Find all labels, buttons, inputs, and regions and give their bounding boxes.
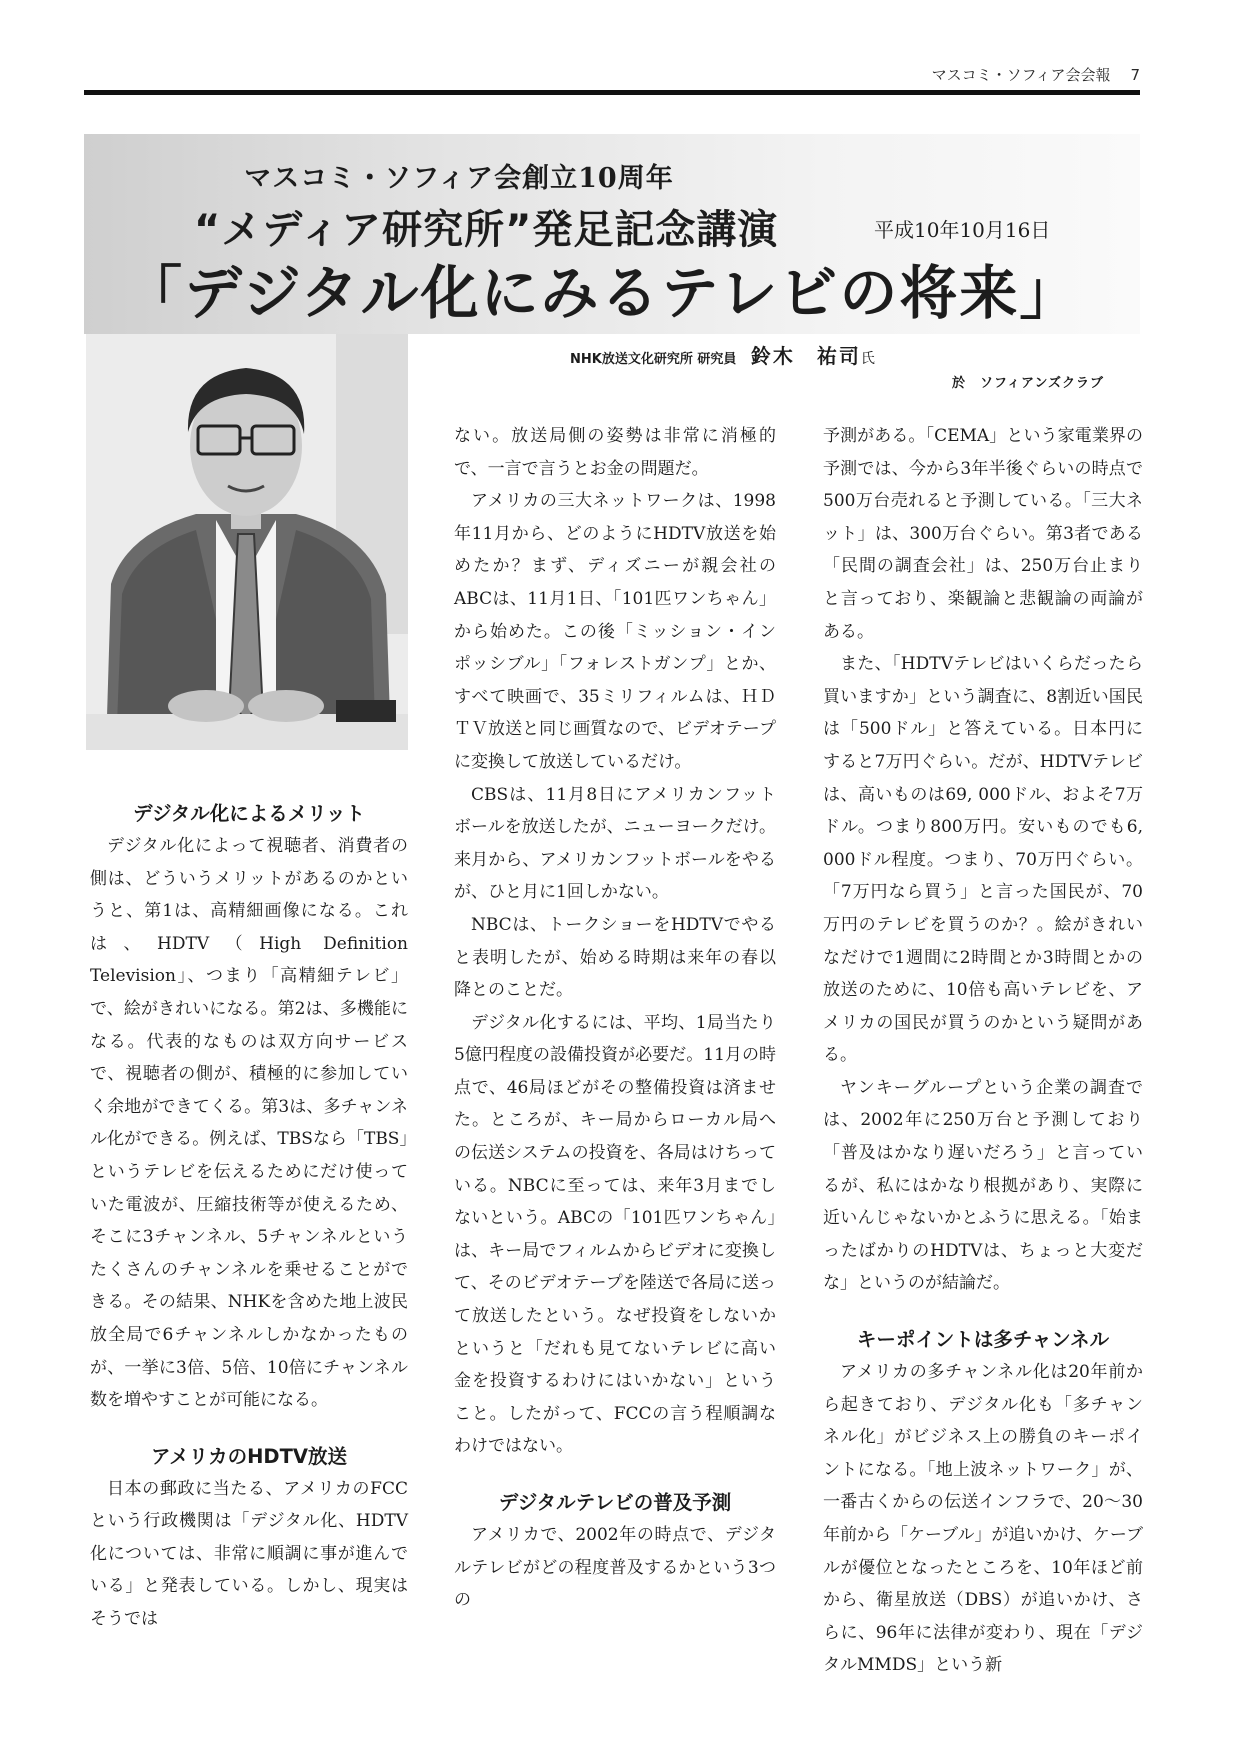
title-kicker: マスコミ・ソフィア会創立10周年	[244, 163, 674, 194]
section-heading: キーポイントは多チャンネル	[856, 1328, 1110, 1352]
main-title: 「デジタル化にみるテレビの将来」	[124, 259, 1080, 327]
lecture-date: 平成10年10月16日	[874, 218, 1051, 242]
paragraph: また、「HDTVテレビはいくらだったら買いますか」という調査に、8割近い国民は「500ドル」と答えている。日本円にすると7万円ぐらい。だが、HDTVテレビは、高いものは69, 000ドル、およそ7万ドル。つまり800万円。安いものでも6, 000ドル程度。つまり、70万円ぐらい。「7万円なら買う」と言った国民が、70万円のテレビを買うのか？。絵がきれいなだけで1週間に2時間とか3時間とかの放送のために、10倍も高いテレビを、アメリカの国民が買うのかという疑問がある。	[823, 654, 1143, 1066]
paragraph: 日本の郵政に当たる、アメリカのFCCという行政機関は「デジタル化、HDTV化については、非常に順調に事が進んでいる」と発表している。しかし、現実はそうでは	[90, 1478, 408, 1630]
speaker-photo	[86, 334, 408, 750]
speaker-name: 鈴木 祐司	[750, 344, 861, 368]
section-heading: デジタルテレビの普及予測	[498, 1491, 732, 1514]
paragraph: CBSは、11月8日にアメリカンフットボールを放送したが、ニューヨークだけ。来月から、アメリカンフットボールをやるが、ひと月に1回しかない。	[454, 784, 776, 903]
paragraph: アメリカの多チャンネル化は20年前から起きており、デジタル化も「多チャンネル化」がビジネス上の勝負のキーポイントになる。「地上波ネットワーク」が、一番古くからの伝送インフラで、20～30年前から「ケーブル」が追いかけ、ケーブルが優位となったところを、10年ほど前から、衛星放送（DBS）が追いかけ、さらに、96年に法律が変わり、現在「デジタルMMDS」という新	[823, 1362, 1143, 1676]
publication-name: マスコミ・ソフィア会会報	[931, 66, 1111, 84]
paragraph: アメリカで、2002年の時点で、デジタルテレビがどの程度普及するかという3つの	[454, 1525, 776, 1611]
byline	[570, 340, 1090, 369]
article-column-2	[454, 420, 776, 1617]
article-column-3	[823, 420, 1143, 1682]
section-heading: デジタル化によるメリット	[132, 802, 366, 825]
paragraph: ない。放送局側の姿勢は非常に消極的で、一言で言うとお金の問題だ。	[454, 426, 776, 479]
paragraph: ヤンキーグループという企業の調査では、2002年に250万台と予測しており「普及はかなり遅いだろう」と言っているが、私にはかなり根拠があり、実際に近いんじゃないかとふうに思える。「始まったばかりのHDTVは、ちょっと大変だな」というのが結論だ。	[823, 1077, 1143, 1294]
article-column-1	[90, 798, 408, 1636]
section-heading: アメリカのHDTV放送	[150, 1444, 348, 1468]
paragraph: 予測がある。「CEMA」という家電業界の予測では、今から3年半後ぐらいの時点で500万台売れると予測している。「三大ネット」は、300万台ぐらい。第3者である「民間の調査会社」は、250万台止まりと言っており、楽観論と悲観論の両論がある。	[823, 426, 1143, 642]
paragraph: アメリカの三大ネットワークは、1998年11月から、どのようにHDTV放送を始めたか？まず、ディズニーが親会社のABCは、11月1日、「101匹ワンちゃん」から始めた。この後「ミッション・インポッシブル」「フォレストガンプ」とか、すべて映画で、35ミリフィルムは、ＨＤＴＶ放送と同じ画質なので、ビデオテープに変換して放送しているだけ。	[454, 491, 776, 772]
header-rule	[84, 90, 1140, 95]
title-band	[84, 134, 1140, 334]
paragraph: NBCは、トークショーをHDTVでやると表明したが、始める時期は来年の春以降とのことだ。	[454, 914, 776, 1001]
paragraph: デジタル化によって視聴者、消費者の側は、どういうメリットがあるのかというと、第1は、高精細画像になる。これは、HDTV（High Definition Television」、つまり「高精細テレビ」で、絵がきれいになる。第2は、多機能になる。代表的なものは双方向サービスで、視聴者の側が、積極的に参加していく余地ができてくる。第3は、多チャンネル化ができる。例えば、TBSなら「TBS」というテレビを伝えるためにだけ使っていた電波が、圧縮技術等が使えるため、そこに3チャンネル、5チャンネルというたくさんのチャンネルを乗せることができる。その結果、NHKを含めた地上波民放全局で6チャンネルしかなかったものが、一挙に3倍、5倍、10倍にチャンネル数を増やすことが可能になる。	[90, 836, 408, 1411]
page-number: 7	[1130, 66, 1140, 84]
venue: 於 ソフィアンズクラブ	[952, 376, 1105, 391]
title-subtitle: “メディア研究所”発足記念講演	[194, 207, 779, 253]
paragraph: デジタル化するには、平均、1局当たり5億円程度の設備投資が必要だ。11月の時点で、46局ほどがその整備投資は済ませた。ところが、キー局からローカル局への伝送システムの投資を、各局はけちっている。NBCに至っては、来年3月までしないという。ABCの「101匹ワンちゃん」は、キー局でフィルムからビデオに変換して、そのビデオテープを陸送で各局に送って放送したという。なぜ投資をしないかというと「だれも見てないテレビに高い金を投資するわけにはいかない」ということ。したがって、FCCの言う程順調なわけではない。	[454, 1012, 776, 1457]
page-header	[84, 64, 1140, 90]
speaker-honorific: 氏	[860, 351, 875, 367]
speaker-affiliation: NHK放送文化研究所 研究員	[570, 352, 737, 367]
